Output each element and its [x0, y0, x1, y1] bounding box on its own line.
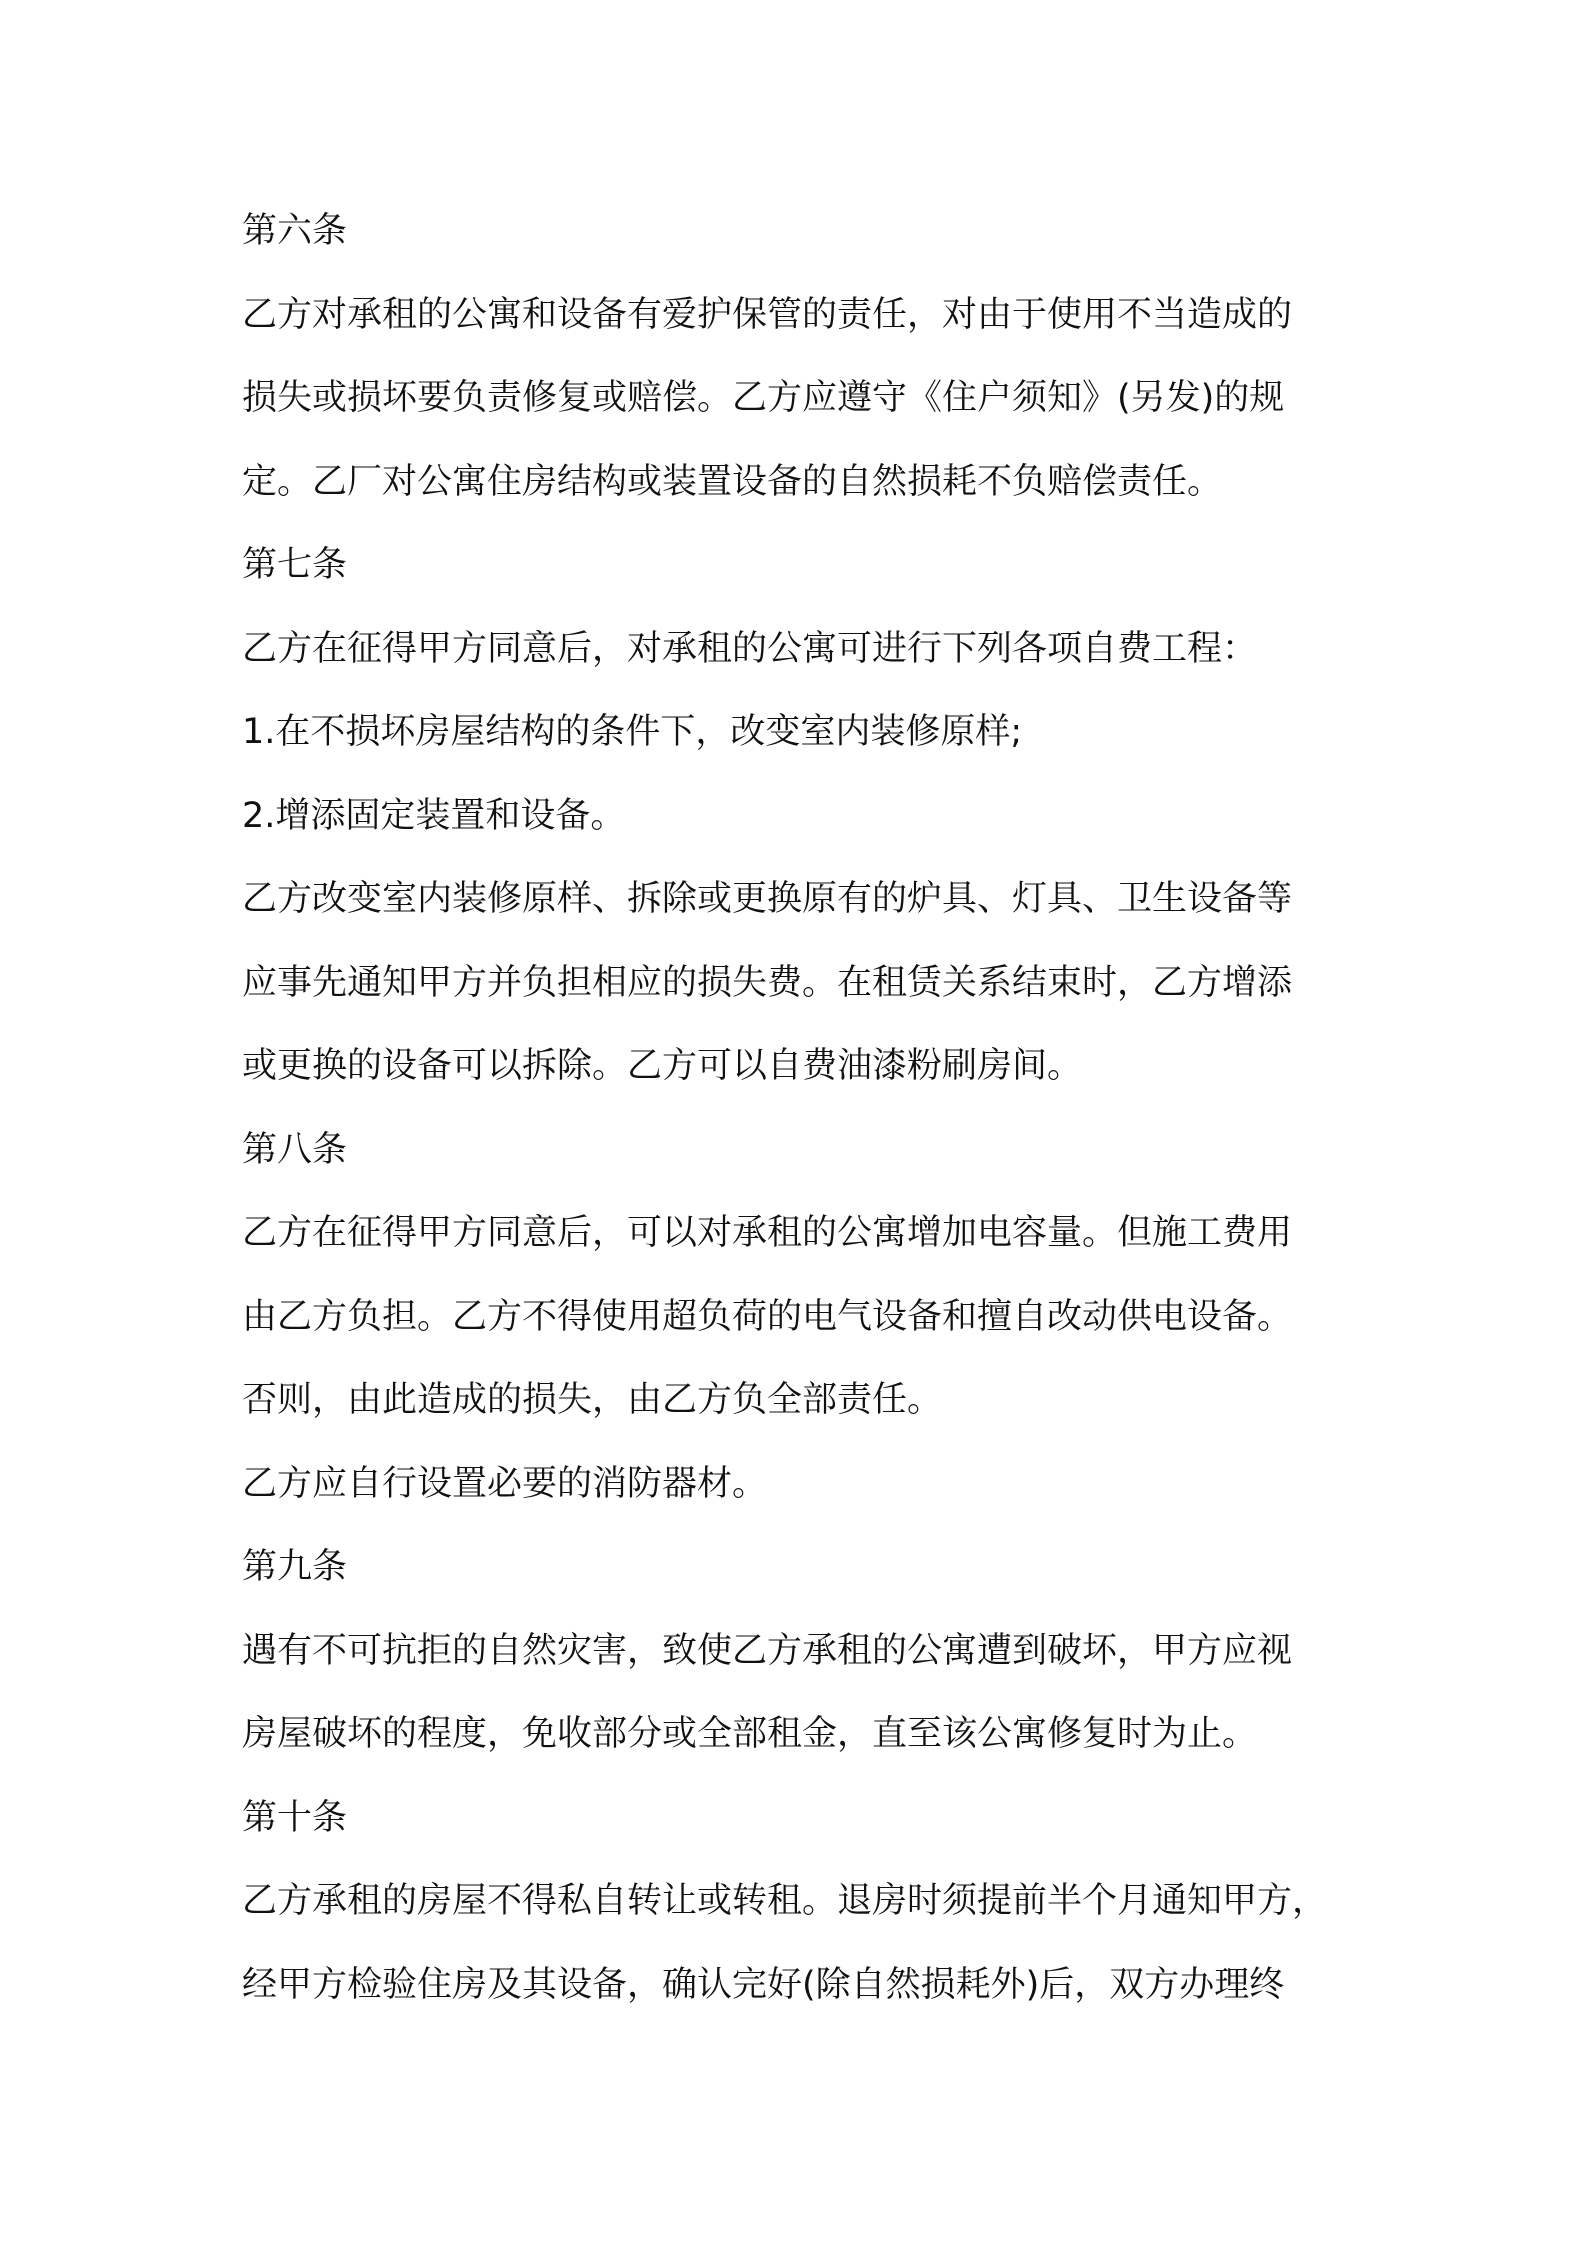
- text-line: 否则，由此造成的损失，由乙方负全部责任。: [242, 1380, 943, 1420]
- text-line: 2.增添固定装置和设备。: [242, 795, 626, 836]
- text-line: 应事先通知甲方并负担相应的损失费。在租赁关系结束时，乙方增添: [242, 962, 1293, 1003]
- text-line: 乙方改变室内装修原样、拆除或更换原有的炉具、灯具、卫生设备等: [242, 879, 1293, 919]
- text-line: 由乙方负担。乙方不得使用超负荷的电气设备和擅自改动供电设备。: [242, 1296, 1293, 1337]
- text-line: 乙方在征得甲方同意后，对承租的公寓可进行下列各项自费工程：: [242, 628, 1258, 669]
- article-heading-6: 第六条: [242, 211, 348, 251]
- text-line: 经甲方检验住房及其设备，确认完好(除自然损耗外)后，双方办理终: [242, 1964, 1285, 2005]
- text-line: 定。乙厂对公寓住房结构或装置设备的自然损耗不负赔偿责任。: [242, 461, 1223, 502]
- text-line: 乙方应自行设置必要的消防器材。: [242, 1463, 768, 1504]
- text-line: 或更换的设备可以拆除。乙方可以自费油漆粉刷房间。: [242, 1046, 1083, 1086]
- article-heading-7: 第七条: [242, 545, 348, 585]
- text-line: 房屋破坏的程度，免收部分或全部租金，直至该公寓修复时为止。: [242, 1714, 1258, 1754]
- text-line: 遇有不可抗拒的自然灾害，致使乙方承租的公寓遭到破坏，甲方应视: [242, 1630, 1293, 1671]
- article-heading-10: 第十条: [242, 1797, 348, 1838]
- text-line: 乙方在征得甲方同意后，可以对承租的公寓增加电容量。但施工费用: [242, 1213, 1293, 1253]
- text-line: 乙方承租的房屋不得私自转让或转租。退房时须提前半个月通知甲方，: [242, 1881, 1328, 1921]
- text-line: 乙方对承租的公寓和设备有爱护保管的责任，对由于使用不当造成的: [242, 294, 1293, 335]
- article-heading-8: 第八条: [242, 1129, 348, 1170]
- article-heading-9: 第九条: [242, 1547, 348, 1587]
- text-line: 损失或损坏要负责修复或赔偿。乙方应遵守《住户须知》(另发)的规: [242, 378, 1285, 418]
- document-body: [242, 190, 1362, 2027]
- text-line: 1.在不损坏房屋结构的条件下，改变室内装修原样;: [242, 712, 1023, 752]
